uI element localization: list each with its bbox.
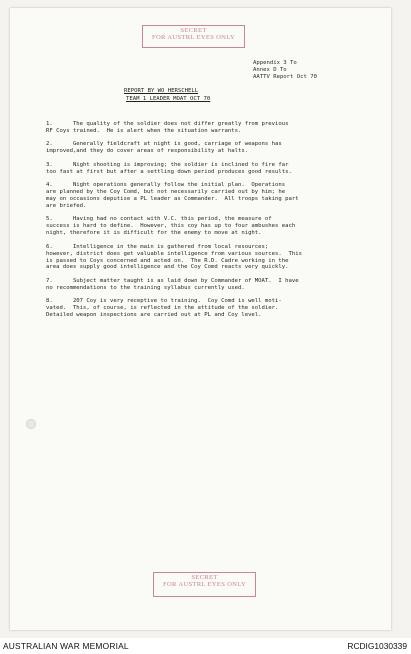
security-stamp-top (142, 25, 245, 48)
paragraph-line: are planned by the Coy Comd, but not necessarily carried out by him; he (46, 189, 286, 196)
report-paragraph (46, 298, 356, 319)
appendix-line: AATTV Report Oct 70 (253, 74, 317, 81)
stamp-line: SECRET (180, 27, 207, 34)
stamp-line: FOR AUSTRL EYES ONLY (152, 34, 235, 42)
paragraph-line: 6. Intelligence in the main is gathered from local resources; (46, 243, 269, 250)
paragraph-line: Detailed weapon inspections are carried out at PL and Coy level. (46, 312, 262, 319)
paragraph-line: RF Coys trained. He is alert when the situation warrants. (46, 127, 242, 134)
punch-hole (26, 419, 36, 429)
security-stamp-bottom (153, 572, 256, 597)
archive-footer (0, 638, 411, 654)
paragraph-line: is passed to Coys concerned and acted on. The R.D. Cadre working in the (46, 257, 289, 264)
report-title (124, 88, 210, 103)
paragraph-line: no recommendations to the training syllabus currently used. (46, 284, 245, 291)
paragraph-line: are briefed. (46, 202, 87, 209)
paragraph-line: however, district does get valuable intelligence from various sources. This (46, 250, 302, 257)
title-line: TEAM 1 LEADER MOAT OCT 70 (126, 95, 211, 102)
paragraph-line: 7. Subject matter taught is as laid down by Commander of MOAT. I have (46, 277, 299, 284)
paragraph-line: night, therefore it is difficult for the enemy to move at night. (46, 230, 262, 237)
paragraph-line: area does supply good intelligence and the Coy Comd reacts very quickly. (46, 264, 289, 271)
title-line: REPORT BY WO HERSCHELL (124, 88, 199, 94)
paragraph-line: 5. Having had no contact with V.C. this period, the measure of (46, 216, 272, 223)
paragraph-line: success is hard to define. However, this coy has up to four ambushes each (46, 223, 296, 230)
report-paragraph (46, 162, 356, 176)
paragraph-line: improved,and they do cover areas of responsibility at halts. (46, 148, 249, 155)
report-paragraph (46, 121, 356, 135)
paragraph-line: vated. This, of course, is reflected in the attitude of the soldier. (46, 305, 279, 312)
report-paragraph (46, 244, 356, 272)
paragraph-line: 4. Night operations generally follow the initial plan. Operations (46, 182, 286, 189)
stamp-line: FOR AUSTRL EYES ONLY (163, 581, 246, 589)
paragraph-line: too fast at first but after a settling down period produces good results. (46, 168, 292, 175)
paragraph-line: 1. The quality of the soldier does not differ greatly from previous (46, 121, 289, 127)
report-body (46, 121, 356, 326)
report-paragraph (46, 182, 356, 210)
paragraph-line: may on occasions deputise a PL leader as Commander. All troops taking part (46, 196, 299, 203)
appendix-line: Annex D To (253, 67, 287, 74)
paragraph-line: 3. Night shooting is improving; the soldier is inclined to fire far (46, 161, 289, 168)
report-paragraph (46, 216, 356, 237)
report-paragraph (46, 278, 356, 292)
paragraph-line: 2. Generally fieldcraft at night is good, carriage of weapons has (46, 141, 282, 148)
archive-name: AUSTRALIAN WAR MEMORIAL (3, 641, 129, 651)
stamp-line: SECRET (191, 574, 218, 581)
archive-id: RCDIG1030339 (347, 641, 407, 651)
paragraph-line: 8. 207 Coy is very receptive to training. Coy Comd is well moti- (46, 298, 282, 305)
report-paragraph (46, 141, 356, 155)
appendix-line: Appendix 3 To (253, 60, 297, 66)
appendix-reference (253, 60, 317, 82)
